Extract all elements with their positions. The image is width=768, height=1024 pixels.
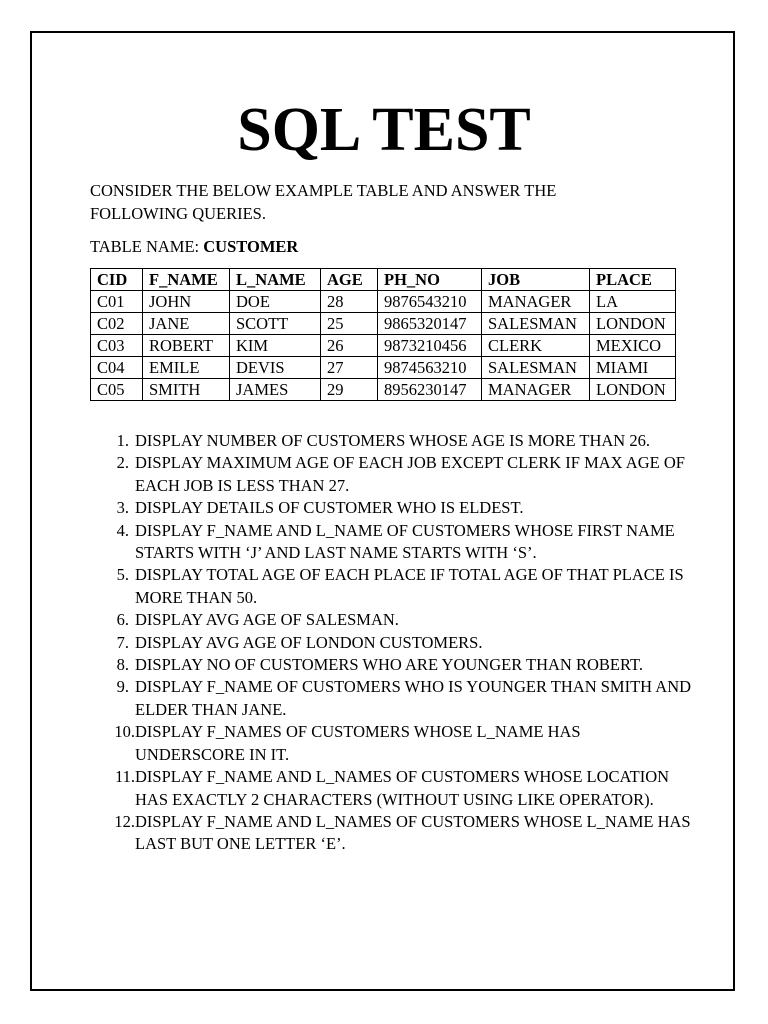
table-cell: C01 xyxy=(91,291,143,313)
query-text: DISPLAY F_NAME AND L_NAMES OF CUSTOMERS WHOSE LOCATION HAS EXACTLY 2 CHARACTERS (WITHOUT USING LIKE OPERATOR). xyxy=(135,767,670,809)
query-item xyxy=(92,609,692,631)
query-item xyxy=(92,654,692,676)
table-cell: KIM xyxy=(230,335,321,357)
column-header: PLACE xyxy=(590,269,676,291)
table-cell: LONDON xyxy=(590,379,676,401)
query-number: 4. xyxy=(116,520,129,540)
intro-text: CONSIDER THE BELOW EXAMPLE TABLE AND ANSWER THE FOLLOWING QUERIES. xyxy=(90,181,557,223)
query-number: 9. xyxy=(116,677,129,697)
query-item xyxy=(92,452,692,497)
table-cell: MANAGER xyxy=(482,291,590,313)
query-text: DISPLAY F_NAMES OF CUSTOMERS WHOSE L_NAME HAS UNDERSCORE IN IT. xyxy=(135,722,581,764)
query-text: DISPLAY DETAILS OF CUSTOMER WHO IS ELDEST. xyxy=(135,498,524,518)
table-cell: 27 xyxy=(321,357,378,379)
table-cell: MEXICO xyxy=(590,335,676,357)
table-cell: C05 xyxy=(91,379,143,401)
query-number: 5. xyxy=(116,565,129,585)
query-number: 3. xyxy=(116,498,129,518)
query-text: DISPLAY NO OF CUSTOMERS WHO ARE YOUNGER THAN ROBERT. xyxy=(135,655,643,675)
table-cell: 29 xyxy=(321,379,378,401)
query-text: DISPLAY F_NAME OF CUSTOMERS WHO IS YOUNGER THAN SMITH AND ELDER THAN JANE. xyxy=(135,677,692,719)
query-number: 7. xyxy=(116,632,129,652)
query-item xyxy=(92,632,692,654)
query-number: 2. xyxy=(116,453,129,473)
query-number: 6. xyxy=(116,610,129,630)
query-number: 8. xyxy=(116,655,129,675)
column-header: JOB xyxy=(482,269,590,291)
query-item xyxy=(92,430,692,452)
table-cell: ROBERT xyxy=(143,335,230,357)
table-name-label: TABLE NAME: xyxy=(90,237,204,256)
column-header: CID xyxy=(91,269,143,291)
table-cell: MIAMI xyxy=(590,357,676,379)
table-cell: 8956230147 xyxy=(378,379,482,401)
table-cell: SALESMAN xyxy=(482,313,590,335)
table-cell: 9865320147 xyxy=(378,313,482,335)
table-cell: DOE xyxy=(230,291,321,313)
query-number: 11. xyxy=(114,767,135,787)
table-cell: DEVIS xyxy=(230,357,321,379)
query-text: DISPLAY MAXIMUM AGE OF EACH JOB EXCEPT CLERK IF MAX AGE OF EACH JOB IS LESS THAN 27. xyxy=(135,453,685,495)
table-cell: 9874563210 xyxy=(378,357,482,379)
query-number: 1. xyxy=(116,431,129,450)
table-cell: JAMES xyxy=(230,379,321,401)
query-item xyxy=(92,721,692,766)
query-text: DISPLAY NUMBER OF CUSTOMERS WHOSE AGE IS MORE THAN 26. xyxy=(135,431,650,450)
table-cell: 9873210456 xyxy=(378,335,482,357)
table-row xyxy=(91,379,676,401)
table-cell: 26 xyxy=(321,335,378,357)
query-number: 10. xyxy=(114,722,135,742)
table-name-line xyxy=(90,235,298,258)
query-text: DISPLAY AVG AGE OF SALESMAN. xyxy=(135,610,399,630)
query-item xyxy=(92,811,692,856)
query-item xyxy=(92,564,692,609)
column-header: L_NAME xyxy=(230,269,321,291)
table-cell: 9876543210 xyxy=(378,291,482,313)
table-cell: LONDON xyxy=(590,313,676,335)
table-cell: MANAGER xyxy=(482,379,590,401)
table-cell: JOHN xyxy=(143,291,230,313)
table-cell: C04 xyxy=(91,357,143,379)
document-title: SQL TEST xyxy=(237,96,531,164)
table-cell: EMILE xyxy=(143,357,230,379)
query-item xyxy=(92,520,692,565)
table-cell: SCOTT xyxy=(230,313,321,335)
table-cell: SMITH xyxy=(143,379,230,401)
table-cell: C03 xyxy=(91,335,143,357)
query-item xyxy=(92,766,692,811)
table-cell: SALESMAN xyxy=(482,357,590,379)
table-row xyxy=(91,335,676,357)
query-text: DISPLAY TOTAL AGE OF EACH PLACE IF TOTAL AGE OF THAT PLACE IS MORE THAN 50. xyxy=(135,565,684,607)
column-header: F_NAME xyxy=(143,269,230,291)
table-name: CUSTOMER xyxy=(203,237,299,256)
table-cell: C02 xyxy=(91,313,143,335)
table-header-row xyxy=(91,269,676,291)
table-cell: CLERK xyxy=(482,335,590,357)
query-text: DISPLAY F_NAME AND L_NAME OF CUSTOMERS WHOSE FIRST NAME STARTS WITH ‘J’ AND LAST NAME STARTS WITH ‘S’. xyxy=(135,520,675,563)
table-cell: LA xyxy=(590,291,676,313)
query-number: 12. xyxy=(114,811,135,831)
query-text: DISPLAY AVG AGE OF LONDON CUSTOMERS. xyxy=(135,632,483,652)
table-row xyxy=(91,357,676,379)
table-row xyxy=(91,291,676,313)
customer-table xyxy=(90,268,676,401)
table-cell: 25 xyxy=(321,313,378,335)
table-cell: 28 xyxy=(321,291,378,313)
query-text: DISPLAY F_NAME AND L_NAMES OF CUSTOMERS WHOSE L_NAME HAS LAST BUT ONE LETTER ‘E’. xyxy=(135,811,691,854)
query-item xyxy=(92,676,692,721)
table-cell: JANE xyxy=(143,313,230,335)
query-list xyxy=(92,430,692,856)
column-header: PH_NO xyxy=(378,269,482,291)
column-header: AGE xyxy=(321,269,378,291)
table-row xyxy=(91,313,676,335)
query-item xyxy=(92,497,692,519)
